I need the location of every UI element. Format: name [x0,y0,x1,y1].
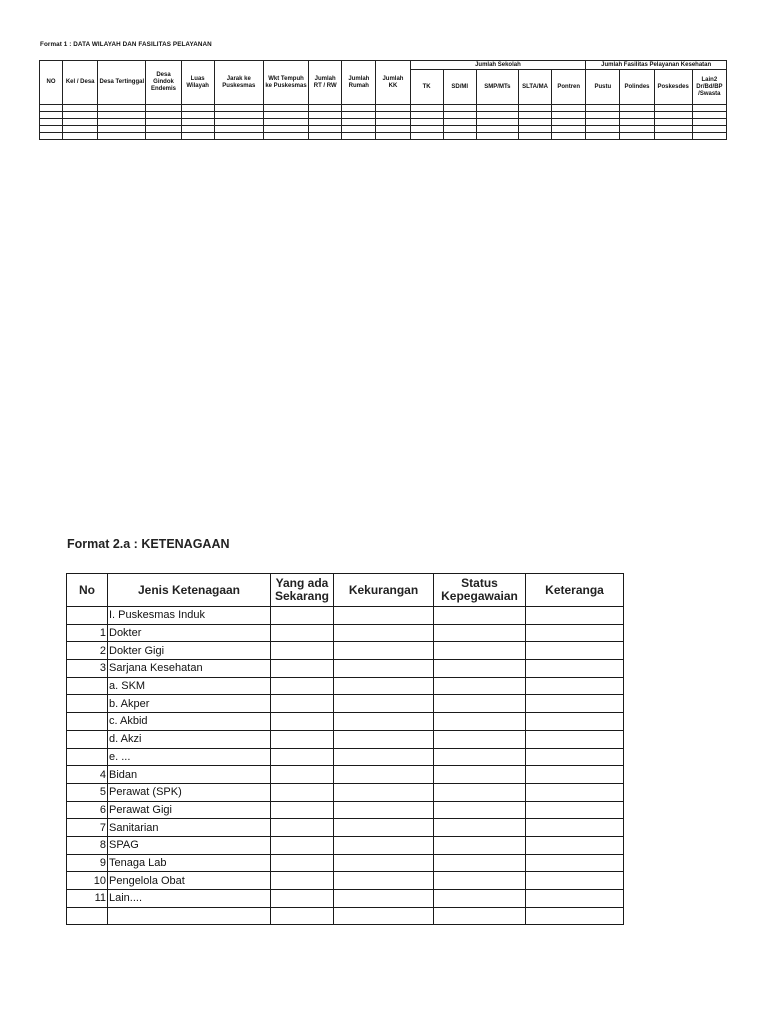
col-lain2: Lain2 Dr/Bd/BP /Swasta [692,70,726,105]
row-empty-cell [526,766,624,784]
row-jenis-ketenagaan: Tenaga Lab [108,854,271,872]
row-empty-cell [334,766,434,784]
row-empty-cell [334,677,434,695]
format1-cell [263,126,308,133]
row-empty-cell [526,907,624,925]
row-empty-cell [334,890,434,908]
row-jenis-ketenagaan [108,907,271,925]
format1-cell [342,126,376,133]
header-no: No [67,574,108,607]
format1-cell [63,112,98,119]
row-no [67,695,108,713]
format1-empty-row [40,112,727,119]
format1-cell [309,105,342,112]
format1-cell [181,126,214,133]
format1-cell [214,112,263,119]
row-jenis-ketenagaan: d. Akzi [108,730,271,748]
table-row [67,783,624,801]
row-jenis-ketenagaan: Pengelola Obat [108,872,271,890]
row-empty-cell [434,783,526,801]
format1-cell [214,133,263,140]
header-status-kepegawaian: Status Kepegawaian [434,574,526,607]
row-empty-cell [271,642,334,660]
format1-cell [309,112,342,119]
row-empty-cell [271,854,334,872]
row-empty-cell [526,677,624,695]
format1-cell [654,105,692,112]
row-empty-cell [334,607,434,625]
row-empty-cell [434,624,526,642]
col-pustu: Pustu [586,70,620,105]
format1-cell [552,126,586,133]
table-row [67,607,624,625]
row-empty-cell [334,730,434,748]
row-empty-cell [434,607,526,625]
format1-cell [181,105,214,112]
header-yang-ada-sekarang: Yang ada Sekarang [271,574,334,607]
format1-cell [620,112,654,119]
row-empty-cell [334,801,434,819]
row-empty-cell [334,836,434,854]
format1-cell [518,133,551,140]
format1-cell [654,119,692,126]
row-no: 7 [67,819,108,837]
row-empty-cell [434,836,526,854]
row-empty-cell [434,748,526,766]
row-no: 4 [67,766,108,784]
format1-cell [342,112,376,119]
row-empty-cell [526,695,624,713]
row-no: 2 [67,642,108,660]
format1-cell [476,105,518,112]
format1-cell [410,119,443,126]
row-empty-cell [526,730,624,748]
row-empty-cell [271,624,334,642]
format1-cell [146,126,181,133]
format1-cell [518,112,551,119]
row-jenis-ketenagaan: b. Akper [108,695,271,713]
format1-cell [146,112,181,119]
table-row [67,836,624,854]
format1-cell [476,126,518,133]
row-empty-cell [271,819,334,837]
col-smp-mts: SMP/MTs [476,70,518,105]
header-jenis-ketenagaan: Jenis Ketenagaan [108,574,271,607]
row-jenis-ketenagaan: e. ... [108,748,271,766]
format1-cell [476,133,518,140]
format1-cell [181,119,214,126]
row-empty-cell [271,801,334,819]
col-poskesdes: Poskesdes [654,70,692,105]
format1-cell [476,119,518,126]
row-empty-cell [434,642,526,660]
format1-cell [146,105,181,112]
row-empty-cell [334,660,434,678]
format1-cell [146,133,181,140]
format1-cell [620,119,654,126]
format1-cell [552,105,586,112]
group-fasilitas-kesehatan: Jumlah Fasilitas Pelayanan Kesehatan [586,61,727,70]
format1-cell [40,105,63,112]
row-no [67,748,108,766]
row-empty-cell [271,783,334,801]
row-empty-cell [526,607,624,625]
row-empty-cell [434,660,526,678]
table-row [67,907,624,925]
format1-cell [620,105,654,112]
col-luas-wilayah: Luas Wilayah [181,61,214,105]
format1-table [39,60,727,140]
table-row [67,872,624,890]
col-slta-ma: SLTA/MA [518,70,551,105]
format1-cell [63,126,98,133]
row-empty-cell [334,872,434,890]
row-no: 1 [67,624,108,642]
row-empty-cell [271,607,334,625]
row-empty-cell [434,819,526,837]
table-row [67,890,624,908]
format1-cell [518,119,551,126]
row-no: 8 [67,836,108,854]
row-empty-cell [334,819,434,837]
row-jenis-ketenagaan: Dokter [108,624,271,642]
row-jenis-ketenagaan: I. Puskesmas Induk [108,607,271,625]
table-row [67,801,624,819]
row-no: 5 [67,783,108,801]
table-row [67,624,624,642]
format1-cell [654,133,692,140]
format1-cell [620,126,654,133]
format1-empty-row [40,105,727,112]
format1-cell [342,105,376,112]
row-empty-cell [334,642,434,660]
format1-cell [181,112,214,119]
row-jenis-ketenagaan: Perawat (SPK) [108,783,271,801]
row-empty-cell [334,907,434,925]
row-empty-cell [334,624,434,642]
format1-cell [98,126,146,133]
format1-cell [98,105,146,112]
row-jenis-ketenagaan: Sanitarian [108,819,271,837]
format1-cell [410,133,443,140]
row-no: 9 [67,854,108,872]
row-no [67,607,108,625]
format2-title: Format 2.a : KETENAGAAN [67,537,230,551]
format1-cell [376,112,410,119]
row-empty-cell [434,907,526,925]
table-row [67,766,624,784]
format1-cell [586,105,620,112]
row-empty-cell [526,872,624,890]
format1-cell [586,112,620,119]
format1-cell [309,126,342,133]
format1-cell [552,133,586,140]
row-jenis-ketenagaan: Lain.... [108,890,271,908]
format1-empty-row [40,126,727,133]
header-kekurangan: Kekurangan [334,574,434,607]
format1-cell [692,105,726,112]
row-no [67,713,108,731]
row-empty-cell [434,854,526,872]
col-jumlah-rumah: Jumlah Rumah [342,61,376,105]
row-jenis-ketenagaan: SPAG [108,836,271,854]
format1-cell [40,126,63,133]
table-row [67,748,624,766]
row-jenis-ketenagaan: Bidan [108,766,271,784]
row-empty-cell [526,854,624,872]
row-empty-cell [434,801,526,819]
format1-cell [476,112,518,119]
row-jenis-ketenagaan: Sarjana Kesehatan [108,660,271,678]
format1-cell [518,126,551,133]
format1-cell [214,105,263,112]
format1-cell [263,119,308,126]
row-empty-cell [434,766,526,784]
row-no [67,677,108,695]
format1-cell [40,112,63,119]
row-empty-cell [526,713,624,731]
row-empty-cell [271,713,334,731]
format1-cell [443,126,476,133]
row-empty-cell [334,783,434,801]
format1-cell [342,133,376,140]
col-kel-desa: Kel / Desa [63,61,98,105]
row-empty-cell [434,872,526,890]
format1-cell [654,112,692,119]
format1-cell [443,133,476,140]
format1-cell [40,119,63,126]
col-wkt-tempuh: Wkt Tempuh ke Puskesmas [263,61,308,105]
row-empty-cell [434,713,526,731]
header-keterangan: Keteranga [526,574,624,607]
row-empty-cell [526,890,624,908]
table-row [67,695,624,713]
row-no: 10 [67,872,108,890]
col-desa-gindok-endemis: Desa Gindok Endemis [146,61,181,105]
format1-cell [552,119,586,126]
format1-cell [263,105,308,112]
format1-cell [692,119,726,126]
format1-cell [518,105,551,112]
row-empty-cell [271,907,334,925]
format2-table [66,573,624,925]
format1-cell [263,112,308,119]
format1-cell [410,105,443,112]
row-jenis-ketenagaan: Perawat Gigi [108,801,271,819]
row-empty-cell [434,890,526,908]
row-empty-cell [434,730,526,748]
format1-cell [146,119,181,126]
format1-cell [214,119,263,126]
row-empty-cell [271,872,334,890]
row-jenis-ketenagaan: c. Akbid [108,713,271,731]
row-empty-cell [526,642,624,660]
table-row [67,660,624,678]
format1-cell [214,126,263,133]
format1-cell [376,119,410,126]
table-row [67,642,624,660]
row-no: 6 [67,801,108,819]
format1-cell [443,112,476,119]
format1-cell [376,105,410,112]
format1-cell [309,119,342,126]
row-empty-cell [334,695,434,713]
row-empty-cell [526,801,624,819]
format1-cell [263,133,308,140]
table-row [67,819,624,837]
format1-cell [376,126,410,133]
format1-cell [552,112,586,119]
row-jenis-ketenagaan: Dokter Gigi [108,642,271,660]
format1-cell [63,133,98,140]
row-empty-cell [271,660,334,678]
format1-cell [342,119,376,126]
format1-cell [410,112,443,119]
format1-cell [63,119,98,126]
row-empty-cell [434,695,526,713]
row-no [67,730,108,748]
col-polindes: Polindes [620,70,654,105]
row-empty-cell [526,748,624,766]
format1-title: Format 1 : DATA WILAYAH DAN FASILITAS PELAYANAN [40,41,212,48]
row-empty-cell [271,695,334,713]
row-empty-cell [271,730,334,748]
format1-cell [692,126,726,133]
format1-cell [98,119,146,126]
table-row [67,730,624,748]
row-empty-cell [434,677,526,695]
format1-cell [586,126,620,133]
format1-cell [443,105,476,112]
format1-cell [692,112,726,119]
format1-cell [692,133,726,140]
col-desa-tertinggal: Desa Tertinggal [98,61,146,105]
format1-cell [98,112,146,119]
format1-cell [376,133,410,140]
format1-cell [620,133,654,140]
row-no: 3 [67,660,108,678]
row-no [67,907,108,925]
col-pontren: Pontren [552,70,586,105]
row-empty-cell [271,748,334,766]
row-empty-cell [526,660,624,678]
table-row [67,713,624,731]
format1-cell [443,119,476,126]
format1-cell [63,105,98,112]
row-empty-cell [526,836,624,854]
col-no: NO [40,61,63,105]
table-row [67,854,624,872]
row-empty-cell [334,748,434,766]
row-empty-cell [334,713,434,731]
row-no: 11 [67,890,108,908]
row-empty-cell [526,819,624,837]
col-sd-mi: SD/MI [443,70,476,105]
format1-cell [309,133,342,140]
col-jumlah-kk: Jumlah KK [376,61,410,105]
format1-cell [586,119,620,126]
group-jumlah-sekolah: Jumlah Sekolah [410,61,586,70]
row-jenis-ketenagaan: a. SKM [108,677,271,695]
format1-cell [410,126,443,133]
row-empty-cell [334,854,434,872]
format1-cell [586,133,620,140]
format1-empty-row [40,133,727,140]
col-jarak-puskesmas: Jarak ke Puskesmas [214,61,263,105]
format1-cell [181,133,214,140]
row-empty-cell [271,836,334,854]
row-empty-cell [271,890,334,908]
format1-cell [98,133,146,140]
col-tk: TK [410,70,443,105]
col-jumlah-rt-rw: Jumlah RT / RW [309,61,342,105]
format1-cell [654,126,692,133]
row-empty-cell [271,766,334,784]
table-row [67,677,624,695]
row-empty-cell [271,677,334,695]
row-empty-cell [526,624,624,642]
format1-cell [40,133,63,140]
row-empty-cell [526,783,624,801]
format1-empty-row [40,119,727,126]
